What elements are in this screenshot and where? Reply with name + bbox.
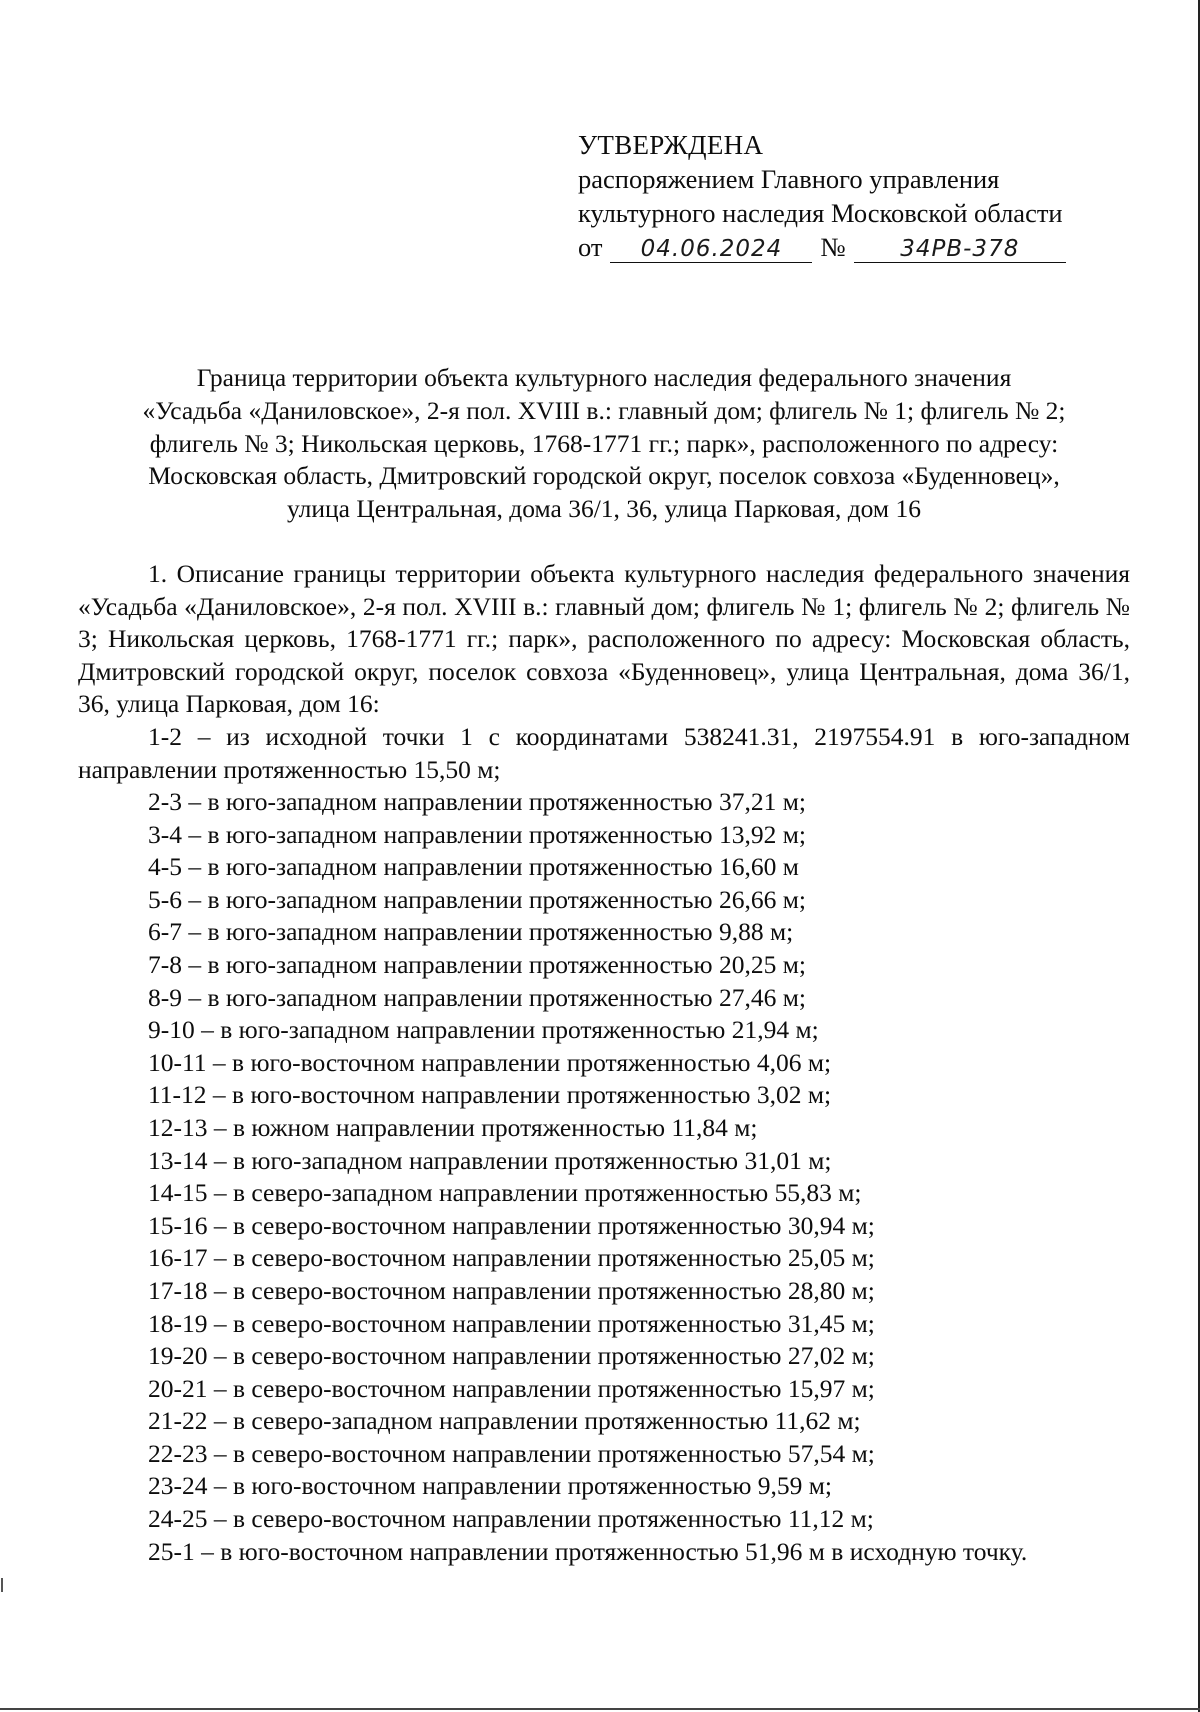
boundary-segment: 13-14 – в юго-западном направлении протяженностью 31,01 м; bbox=[148, 1145, 832, 1175]
boundary-segments-list bbox=[148, 786, 1148, 1568]
boundary-segment: 20-21 – в северо-восточном направлении протяженностью 15,97 м; bbox=[148, 1373, 875, 1403]
page-edge-bottom bbox=[0, 1708, 1200, 1710]
boundary-segment: 22-23 – в северо-восточном направлении протяженностью 57,54 м; bbox=[148, 1438, 875, 1468]
approval-number-label: № bbox=[820, 232, 846, 262]
approval-stamp bbox=[578, 128, 1118, 264]
boundary-segment: 6-7 – в юго-западном направлении протяженностью 9,88 м; bbox=[148, 917, 794, 947]
boundary-segment: 24-25 – в северо-восточном направлении протяженностью 11,12 м; bbox=[148, 1504, 874, 1534]
boundary-segment: 25-1 – в юго-восточном направлении протяженностью 51,96 м в исходную точку. bbox=[148, 1536, 1028, 1566]
boundary-segment: 18-19 – в северо-восточном направлении протяженностью 31,45 м; bbox=[148, 1308, 875, 1338]
boundary-segment: 15-16 – в северо-восточном направлении протяженностью 30,94 м; bbox=[148, 1210, 875, 1240]
approval-from-label: от bbox=[578, 232, 603, 262]
heading-line: улица Центральная, дома 36/1, 36, улица Парковая, дом 16 bbox=[287, 494, 921, 524]
approval-line-1: распоряжением Главного управления bbox=[578, 164, 1000, 194]
boundary-segment: 8-9 – в юго-западном направлении протяженностью 27,46 м; bbox=[148, 982, 806, 1012]
boundary-segment: 21-22 – в северо-западном направлении протяженностью 11,62 м; bbox=[148, 1406, 861, 1436]
approval-line-2: культурного наследия Московской области bbox=[578, 198, 1063, 228]
boundary-segment: 5-6 – в юго-западном направлении протяженностью 26,66 м; bbox=[148, 884, 806, 914]
boundary-segment: 16-17 – в северо-восточном направлении протяженностью 25,05 м; bbox=[148, 1243, 875, 1273]
boundary-segment: 3-4 – в юго-западном направлении протяженностью 13,92 м; bbox=[148, 819, 806, 849]
boundary-segment: 14-15 – в северо-западном направлении протяженностью 55,83 м; bbox=[148, 1178, 862, 1208]
document-heading bbox=[78, 362, 1130, 526]
heading-line: флигель № 3; Никольская церковь, 1768-1771 гг.; парк», расположенного по адресу: bbox=[149, 428, 1059, 458]
boundary-segment: 4-5 – в юго-западном направлении протяженностью 16,60 м bbox=[148, 852, 799, 882]
approval-reference bbox=[578, 230, 1118, 264]
approval-number-handwritten: 34РВ-378 bbox=[854, 236, 1066, 263]
boundary-segment: 2-3 – в юго-западном направлении протяженностью 37,21 м; bbox=[148, 787, 806, 816]
heading-line: «Усадьба «Даниловское», 2-я пол. XVIII в.: главный дом; флигель № 1; флигель № 2; bbox=[142, 395, 1066, 425]
approval-date-handwritten: 04.06.2024 bbox=[610, 236, 812, 263]
scan-edge-mark bbox=[1, 1578, 3, 1592]
boundary-segment: 23-24 – в юго-восточном направлении протяженностью 9,59 м; bbox=[148, 1471, 833, 1501]
boundary-segment: 7-8 – в юго-западном направлении протяженностью 20,25 м; bbox=[148, 949, 806, 979]
heading-line: Московская область, Дмитровский городской округ, поселок совхоза «Буденновец», bbox=[148, 461, 1060, 491]
boundary-segment: 10-11 – в юго-восточном направлении протяженностью 4,06 м; bbox=[148, 1047, 832, 1077]
boundary-segment: 11-12 – в юго-восточном направлении протяженностью 3,02 м; bbox=[148, 1080, 832, 1110]
heading-line: Граница территории объекта культурного наследия федерального значения bbox=[196, 363, 1012, 392]
boundary-segment-first: 1-2 – из исходной точки 1 с координатами 538241.31, 2197554.91 в юго-западном направлении протяженностью 15,50 м; bbox=[78, 722, 1130, 784]
boundary-description-intro: 1. Описание границы территории объекта культурного наследия федерального значения «Усадьба «Даниловское», 2-я пол. XVIII в.: главный дом; флигель № 1; флигель № 2; флигель № 3; Никольская церковь, 1768-1771 гг.; парк», расположенного по адресу: Московская область, Дмитровский городской округ, поселок совхоза «Буденновец», улица Центральная, дома 36/1, 36, улица Парковая, дом 16: bbox=[78, 559, 1130, 719]
boundary-segment: 12-13 – в южном направлении протяженностью 11,84 м; bbox=[148, 1112, 758, 1142]
boundary-segment: 9-10 – в юго-западном направлении протяженностью 21,94 м; bbox=[148, 1015, 819, 1045]
approval-title: УТВЕРЖДЕНА bbox=[578, 130, 764, 160]
boundary-segment: 19-20 – в северо-восточном направлении протяженностью 27,02 м; bbox=[148, 1341, 875, 1371]
boundary-segment: 17-18 – в северо-восточном направлении протяженностью 28,80 м; bbox=[148, 1275, 875, 1305]
